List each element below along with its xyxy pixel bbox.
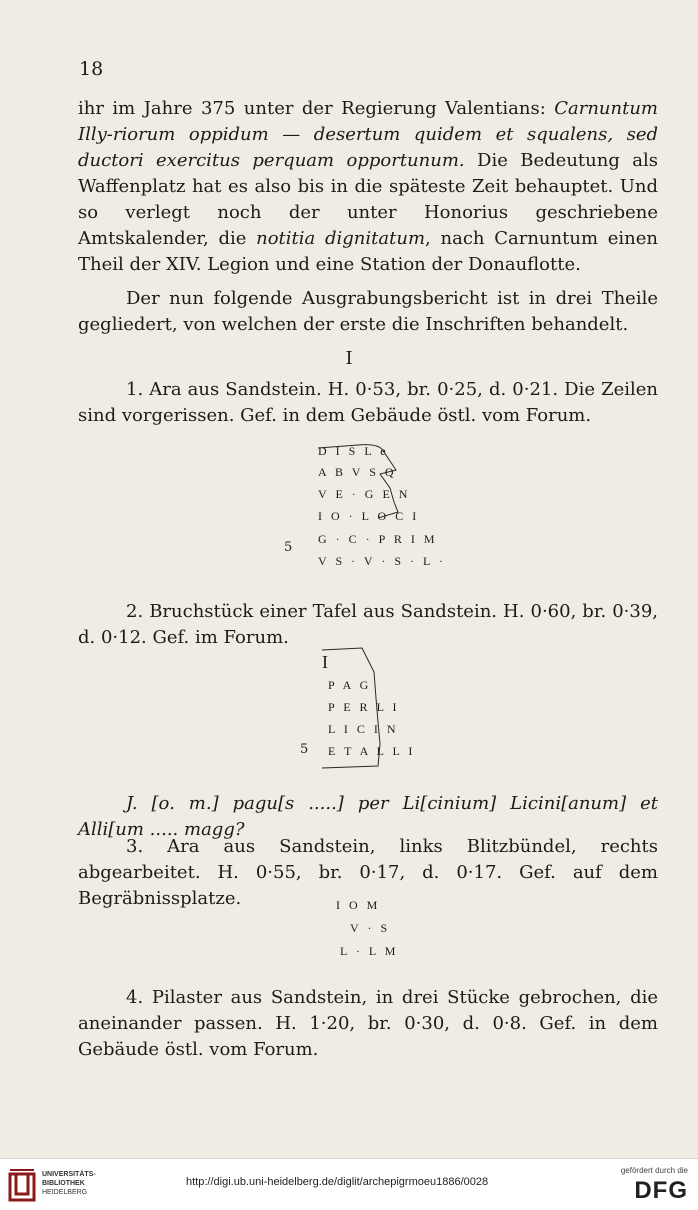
library-name-line-3: HEIDELBERG: [42, 1189, 88, 1196]
inscription-3-line: L · L M: [340, 944, 399, 958]
inscription-3: [336, 898, 436, 968]
library-name: [42, 1170, 96, 1197]
item-2-reading: J. [o. m.] pagu[s .....] per Li[cinium] Licini[anum] et Alli[um ..... magg?: [78, 793, 658, 840]
paragraph-report-intro: Der nun folgende Ausgrabungsbericht ist in drei Theile gegliedert, von welchen der erste die Inschriften behandelt.: [78, 288, 658, 335]
digitization-footer: [0, 1158, 698, 1210]
inscription-2-line: L I C I N: [328, 722, 399, 736]
inscription-2-line: E T A L L I: [328, 744, 416, 758]
library-name-line-2: BIBLIOTHEK: [42, 1180, 85, 1187]
permalink-url[interactable]: http://digi.ub.uni-heidelberg.de/diglit/archepigrmoeu1886/0028: [186, 1176, 489, 1188]
item-4-description: 4. Pilaster aus Sandstein, in drei Stücke gebrochen, die aneinander passen. H. 1·20, br. 0·30, d. 0·8. Gef. in dem Gebäude östl. vom Forum.: [78, 987, 658, 1060]
para1-text-1: ihr im Jahre 375 unter der Regierung Valentians:: [78, 98, 555, 119]
inscription-1: [318, 440, 446, 580]
inscription-1-line: I O · L O C I: [318, 509, 420, 523]
item-1-description: 1. Ara aus Sandstein. H. 0·53, br. 0·25, d. 0·21. Die Zeilen sind vorgerissen. Gef. in dem Gebäude östl. vom Forum.: [78, 379, 658, 426]
para1-notitia: notitia dignitatum: [256, 228, 426, 249]
library-name-line-1: UNIVERSITÄTS-: [42, 1171, 96, 1178]
para1-text-3: Die Bedeutung als Waffenplatz hat es also bis in die späteste Zeit behauptet. Und so verlegt noch der unter Honorius geschriebene Amtskalender, die: [78, 150, 658, 249]
inscription-3-line: V · S: [350, 921, 391, 935]
item-3-description: 3. Ara aus Sandstein, links Blitzbündel, rechts abgearbeitet. H. 0·55, br. 0·17, d. 0·17. Gef. auf dem Begräbnissplatze.: [78, 836, 658, 909]
section-numeral: I: [345, 348, 353, 369]
funded-by-label: gefördert durch die: [620, 1166, 688, 1175]
dfg-logo: DFG: [634, 1177, 688, 1204]
university-library-logo-icon: [8, 1168, 38, 1202]
paragraph-carnuntum: [78, 96, 658, 278]
inscription-1-line: V S · V · S · L ·: [318, 554, 446, 568]
inscription-2-line: P E R L I: [328, 700, 400, 714]
para1-text-5: , nach Carnuntum einen Theil der XIV. Legion und eine Station der Donauflotte.: [78, 228, 659, 275]
inscription-1-line-number: 5: [284, 540, 293, 555]
inscription-2-line: P A G: [328, 678, 372, 692]
inscription-1-line: D I S L e: [318, 444, 389, 458]
inscription-3-line: I O M: [336, 898, 381, 912]
inscription-1-line: V E · G E N: [318, 487, 411, 501]
inscription-2: [322, 644, 442, 774]
item-2-description: 2. Bruchstück einer Tafel aus Sandstein. H. 0·60, br. 0·39, d. 0·12. Gef. im Forum.: [78, 601, 658, 648]
inscription-2-line-number: 5: [300, 742, 309, 757]
inscription-2-line: I: [322, 652, 331, 672]
inscription-1-line: G · C · P R I M: [318, 532, 438, 546]
page-number: 18: [79, 58, 104, 80]
para1-latin-quote: Carnuntum Illy-riorum oppidum — desertum quidem et squalens, sed ductori exercitus perquam opportunum.: [78, 98, 658, 171]
inscription-1-line: A B V S Q: [318, 465, 397, 479]
